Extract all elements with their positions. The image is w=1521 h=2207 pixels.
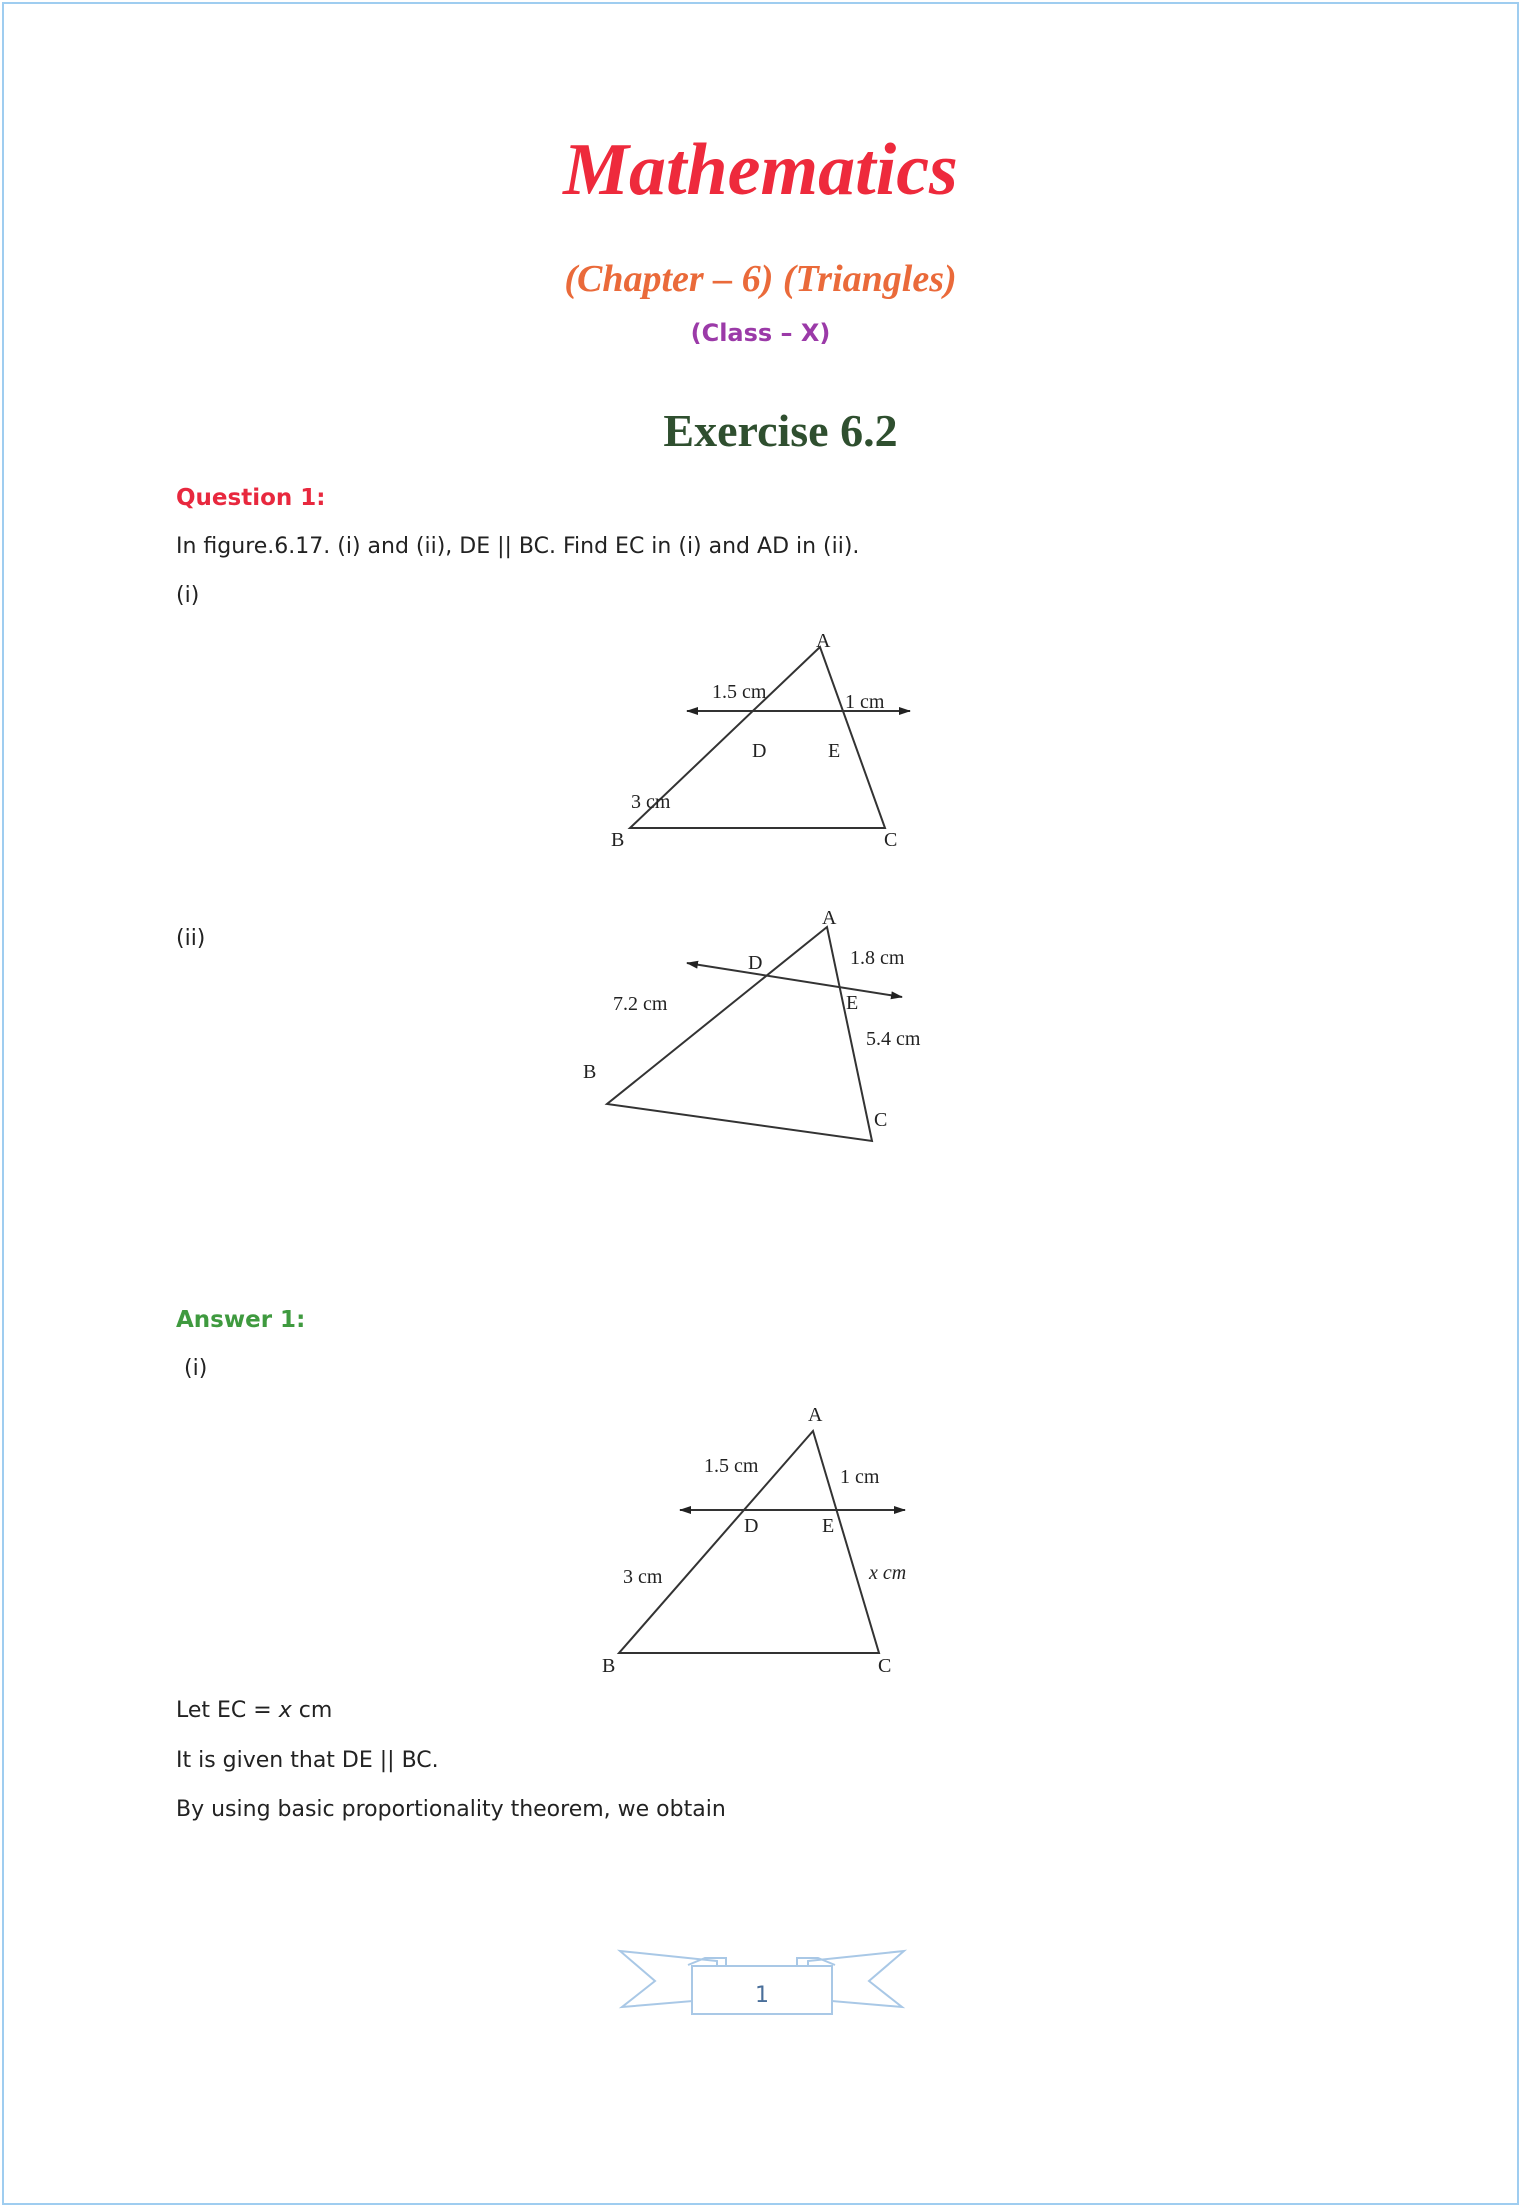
label-ae: 1 cm: [840, 1466, 880, 1488]
label-ad: 1.5 cm: [704, 1455, 759, 1477]
variable-x: x: [278, 1698, 292, 1723]
point-e: E: [822, 1515, 835, 1537]
point-a: A: [816, 630, 831, 652]
label-ae: 1 cm: [845, 691, 885, 713]
label-ec: 5.4 cm: [866, 1028, 921, 1050]
triangle-abc: [607, 927, 872, 1141]
label-db: 3 cm: [631, 791, 671, 813]
point-e: E: [828, 740, 841, 762]
point-a: A: [808, 1404, 823, 1426]
point-b: B: [602, 1655, 616, 1677]
answer-line-2: It is given that DE || BC.: [176, 1748, 439, 1773]
triangle-figure-answer: [602, 1404, 906, 1677]
point-b: B: [611, 829, 625, 851]
point-a: A: [822, 907, 837, 929]
answer-part-i-label: (i): [184, 1356, 208, 1381]
chapter-subtitle: (Chapter – 6) (Triangles): [564, 258, 957, 300]
point-b: B: [583, 1061, 597, 1083]
point-d: D: [748, 952, 763, 974]
triangle-figure-ii: [583, 907, 921, 1141]
text: cm: [291, 1698, 333, 1723]
label-ad: 1.5 cm: [712, 681, 767, 703]
triangle-figure-i: [611, 630, 910, 851]
part-ii-label: (ii): [176, 926, 206, 951]
answer-heading: Answer 1:: [176, 1307, 306, 1333]
question-text: In figure.6.17. (i) and (ii), DE || BC. Find EC in (i) and AD in (ii).: [176, 534, 860, 559]
exercise-heading: Exercise 6.2: [663, 405, 898, 456]
label-ae: 1.8 cm: [850, 947, 905, 969]
page-title: Mathematics: [563, 129, 958, 211]
point-c: C: [878, 1655, 892, 1677]
point-d: D: [752, 740, 767, 762]
text: Let EC =: [176, 1698, 279, 1723]
label-db: 3 cm: [623, 1566, 663, 1588]
label-ec: x cm: [869, 1562, 907, 1584]
question-heading: Question 1:: [176, 485, 326, 511]
point-c: C: [884, 829, 898, 851]
label-db: 7.2 cm: [613, 993, 668, 1015]
class-label: (Class – X): [690, 319, 831, 347]
point-c: C: [874, 1109, 888, 1131]
part-i-label: (i): [176, 583, 200, 608]
point-e: E: [846, 992, 859, 1014]
answer-line-3: By using basic proportionality theorem, we obtain: [176, 1797, 726, 1822]
point-d: D: [744, 1515, 759, 1537]
page-number: 1: [755, 1983, 769, 2008]
